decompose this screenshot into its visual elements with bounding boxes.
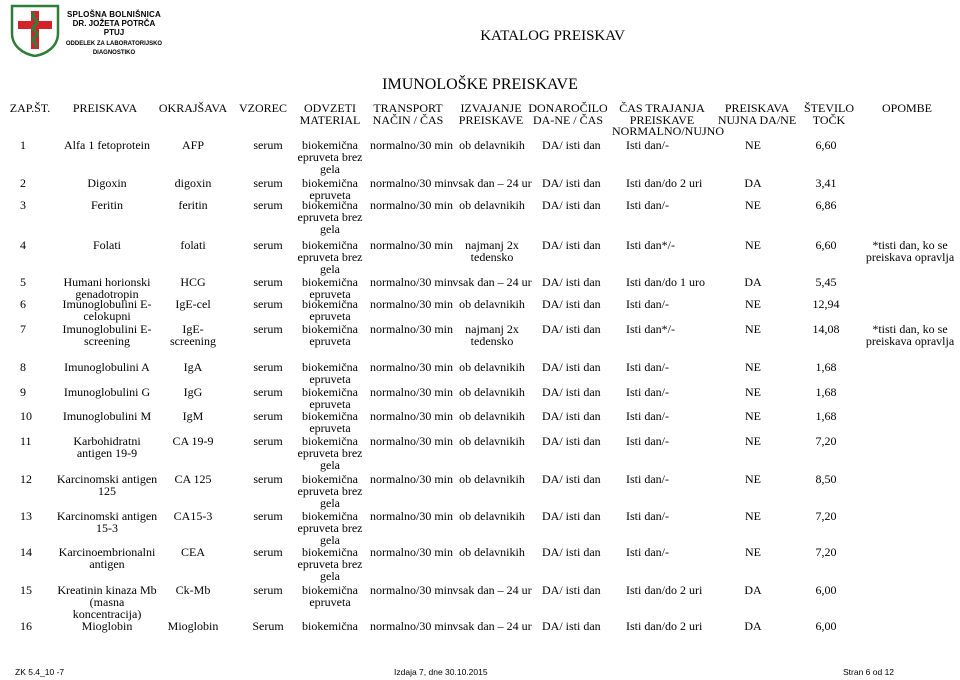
abbreviation: IgE- screening: [170, 322, 216, 348]
exam-name: Mioglobin: [81, 619, 133, 633]
abbreviation: CA15-3: [173, 509, 213, 523]
material: biokemična epruveta: [302, 297, 358, 323]
points: 1,68: [815, 409, 837, 423]
sample-type: serum: [253, 434, 283, 448]
additional-order: DA/ isti dan: [542, 176, 601, 190]
abbreviation: folati: [180, 238, 206, 252]
urgent: NE: [745, 297, 761, 311]
exam-name: Folati: [92, 238, 121, 252]
exam-name: Karcinomski antigen 15-3: [56, 509, 158, 535]
abbreviation: digoxin: [174, 176, 212, 190]
additional-order: DA/ isti dan: [542, 472, 601, 486]
exam-name: Imunoglobulini E-celokupni: [62, 297, 152, 323]
col-header-okrajsava: OKRAJŠAVA: [158, 101, 228, 115]
col-header-vzorec: VZOREC: [239, 101, 287, 115]
exam-name: Alfa 1 fetoprotein: [64, 138, 150, 152]
performed: ob delavnikih: [459, 297, 525, 311]
sample-type: serum: [253, 409, 283, 423]
points: 1,68: [815, 360, 837, 374]
abbreviation: CA 19-9: [172, 434, 214, 448]
col-header-stevilo: ŠTEVILO TOČK: [804, 101, 854, 127]
row-number: 11: [20, 434, 32, 448]
material: biokemična epruveta brez gela: [297, 198, 363, 236]
sample-type: serum: [253, 583, 283, 597]
duration: Isti dan*/-: [626, 322, 675, 336]
sample-type: serum: [253, 176, 283, 190]
urgent: NE: [745, 198, 761, 212]
urgent: NE: [745, 472, 761, 486]
transport: normalno/30 min: [370, 176, 453, 190]
abbreviation: CA 125: [174, 472, 212, 486]
urgent: NE: [745, 434, 761, 448]
exam-name: Imunoglobulini M: [62, 409, 152, 423]
sample-type: Serum: [252, 619, 284, 633]
points: 6,86: [815, 198, 837, 212]
row-number: 15: [20, 583, 32, 597]
hospital-line-3: ODDELEK ZA LABORATORIJSKO: [65, 41, 163, 47]
sample-type: serum: [253, 238, 283, 252]
issue-date: Izdaja 7, dne 30.10.2015: [394, 667, 488, 677]
additional-order: DA/ isti dan: [542, 138, 601, 152]
row-number: 1: [20, 138, 26, 152]
material: biokemična epruveta brez gela: [297, 434, 363, 472]
hospital-line-2: DR. JOŽETA POTRČA PTUJ: [72, 19, 156, 37]
points: 14,08: [812, 322, 840, 336]
points: 3,41: [815, 176, 837, 190]
duration: Isti dan/-: [626, 385, 669, 399]
performed: ob delavnikih: [459, 545, 525, 559]
exam-name: Karbohidratni antigen 19-9: [73, 434, 141, 460]
sample-type: serum: [253, 297, 283, 311]
performed: ob delavnikih: [459, 198, 525, 212]
transport: normalno/30 min: [370, 545, 453, 559]
material: biokemična epruveta: [302, 176, 358, 202]
row-number: 5: [20, 275, 26, 289]
urgent: NE: [745, 409, 761, 423]
row-number: 12: [20, 472, 32, 486]
points: 6,60: [815, 238, 837, 252]
hospital-name: [64, 10, 164, 58]
sample-type: serum: [253, 545, 283, 559]
section-title: IMUNOLOŠKE PREISKAVE: [382, 76, 578, 93]
performed: ob delavnikih: [459, 360, 525, 374]
col-header-nujna: PREISKAVA NUJNA DA/NE: [717, 101, 797, 127]
abbreviation: HCG: [180, 275, 206, 289]
sample-type: serum: [253, 275, 283, 289]
col-header-opombe: OPOMBE: [881, 101, 932, 115]
material: biokemična epruveta brez gela: [297, 509, 363, 547]
duration: Isti dan/-: [626, 434, 669, 448]
duration: Isti dan/do 2 uri: [626, 619, 703, 633]
additional-order: DA/ isti dan: [542, 385, 601, 399]
sample-type: serum: [253, 322, 283, 336]
performed: ob delavnikih: [459, 472, 525, 486]
duration: Isti dan/-: [626, 409, 669, 423]
additional-order: DA/ isti dan: [542, 409, 601, 423]
sample-type: serum: [253, 472, 283, 486]
row-number: 9: [20, 385, 26, 399]
col-header-zap: ZAP.ŠT.: [9, 101, 51, 115]
points: 1,68: [815, 385, 837, 399]
transport: normalno/30 min: [370, 619, 453, 633]
doc-code: ZK 5.4_10 -7: [15, 667, 65, 677]
abbreviation: AFP: [181, 138, 204, 152]
sample-type: serum: [253, 360, 283, 374]
exam-name: Kreatinin kinaza Mb (masna koncentracija): [57, 583, 157, 621]
points: 6,00: [815, 619, 837, 633]
additional-order: DA/ isti dan: [542, 619, 601, 633]
points: 5,45: [815, 275, 837, 289]
col-header-preiskava: PREISKAVA: [72, 101, 138, 115]
urgent: NE: [745, 322, 761, 336]
performed: vsak dan – 24 ur: [452, 583, 532, 597]
transport: normalno/30 min: [370, 297, 453, 311]
abbreviation: IgM: [182, 409, 204, 423]
col-header-transport: TRANSPORT NAČIN / ČAS: [372, 101, 444, 127]
transport: normalno/30 min: [370, 275, 453, 289]
urgent: NE: [745, 360, 761, 374]
transport: normalno/30 min: [370, 360, 453, 374]
hospital-line-1: SPLOŠNA BOLNIŠNICA: [67, 10, 161, 19]
material: biokemična epruveta: [302, 385, 358, 411]
transport: normalno/30 min: [370, 198, 453, 212]
urgent: NE: [745, 385, 761, 399]
urgent: NE: [745, 509, 761, 523]
col-header-donarocilo: DONAROČILO DA-NE / ČAS: [528, 101, 608, 127]
col-header-izvajanje: IZVAJANJE PREISKAVE: [458, 101, 524, 127]
catalog-title: KATALOG PREISKAV: [480, 28, 625, 44]
urgent: DA: [744, 176, 762, 190]
transport: normalno/30 min: [370, 409, 453, 423]
material: biokemična epruveta: [302, 322, 358, 348]
material: biokemična epruveta: [302, 583, 358, 609]
transport: normalno/30 min: [370, 509, 453, 523]
col-header-cas-trajanja: ČAS TRAJANJA PREISKAVE NORMALNO/NUJNO: [612, 101, 725, 138]
additional-order: DA/ isti dan: [542, 297, 601, 311]
sample-type: serum: [253, 138, 283, 152]
row-number: 10: [20, 409, 32, 423]
performed: vsak dan – 24 ur: [452, 275, 532, 289]
row-number: 3: [20, 198, 26, 212]
points: 7,20: [815, 545, 837, 559]
exam-name: Karcinoembrionalni antigen: [58, 545, 156, 571]
page-number: Stran 6 od 12: [843, 667, 895, 677]
transport: normalno/30 min: [370, 238, 453, 252]
duration: Isti dan/do 2 uri: [626, 176, 703, 190]
material: biokemična epruveta: [302, 409, 358, 435]
urgent: NE: [745, 238, 761, 252]
material: biokemična epruveta brez gela: [297, 472, 363, 510]
abbreviation: IgA: [183, 360, 203, 374]
hospital-cross-logo-icon: [8, 3, 62, 57]
sample-type: serum: [253, 385, 283, 399]
material: biokemična: [302, 619, 358, 633]
col-header-odvzeti: ODVZETI MATERIAL: [299, 101, 361, 127]
abbreviation: CEA: [181, 545, 205, 559]
performed: ob delavnikih: [459, 409, 525, 423]
urgent: DA: [744, 275, 762, 289]
abbreviation: Ck-Mb: [175, 583, 211, 597]
transport: normalno/30 min: [370, 434, 453, 448]
row-number: 8: [20, 360, 26, 374]
additional-order: DA/ isti dan: [542, 198, 601, 212]
urgent: DA: [744, 583, 762, 597]
additional-order: DA/ isti dan: [542, 545, 601, 559]
additional-order: DA/ isti dan: [542, 583, 601, 597]
abbreviation: feritin: [178, 198, 208, 212]
performed: najmanj 2x tedensko: [465, 322, 519, 348]
duration: Isti dan/do 2 uri: [626, 583, 703, 597]
row-number: 7: [20, 322, 26, 336]
points: 8,50: [815, 472, 837, 486]
urgent: DA: [744, 619, 762, 633]
additional-order: DA/ isti dan: [542, 238, 601, 252]
points: 6,60: [815, 138, 837, 152]
row-number: 13: [20, 509, 32, 523]
additional-order: DA/ isti dan: [542, 434, 601, 448]
duration: Isti dan/do 1 uro: [626, 275, 705, 289]
duration: Isti dan/-: [626, 545, 669, 559]
exam-name: Imunoglobulini E-screening: [62, 322, 152, 348]
sample-type: serum: [253, 509, 283, 523]
abbreviation: IgE-cel: [175, 297, 211, 311]
performed: ob delavnikih: [459, 434, 525, 448]
row-number: 14: [20, 545, 32, 559]
exam-name: Imunoglobulini A: [64, 360, 150, 374]
transport: normalno/30 min: [370, 385, 453, 399]
transport: normalno/30 min: [370, 138, 453, 152]
note: *tisti dan, ko se preiskava opravlja: [865, 322, 955, 348]
duration: Isti dan/-: [626, 509, 669, 523]
performed: ob delavnikih: [459, 509, 525, 523]
points: 7,20: [815, 434, 837, 448]
material: biokemična epruveta: [302, 275, 358, 301]
duration: Isti dan*/-: [626, 238, 675, 252]
points: 7,20: [815, 509, 837, 523]
additional-order: DA/ isti dan: [542, 322, 601, 336]
points: 12,94: [812, 297, 840, 311]
performed: ob delavnikih: [459, 385, 525, 399]
material: biokemična epruveta: [302, 360, 358, 386]
material: biokemična epruveta brez gela: [297, 238, 363, 276]
performed: najmanj 2x tedensko: [465, 238, 519, 264]
row-number: 2: [20, 176, 26, 190]
duration: Isti dan/-: [626, 360, 669, 374]
hospital-line-4: DIAGNOSTIKO: [92, 50, 136, 56]
exam-name: Digoxin: [87, 176, 127, 190]
transport: normalno/30 min: [370, 322, 453, 336]
exam-name: Imunoglobulini G: [63, 385, 151, 399]
exam-name: Humani horionski genadotropin: [63, 275, 151, 301]
duration: Isti dan/-: [626, 472, 669, 486]
exam-name: Karcinomski antigen 125: [56, 472, 158, 498]
performed: vsak dan – 24 ur: [452, 619, 532, 633]
row-number: 16: [20, 619, 32, 633]
exam-name: Feritin: [91, 198, 123, 212]
duration: Isti dan/-: [626, 138, 669, 152]
material: biokemična epruveta brez gela: [297, 545, 363, 583]
performed: vsak dan – 24 ur: [452, 176, 532, 190]
row-number: 6: [20, 297, 26, 311]
performed: ob delavnikih: [459, 138, 525, 152]
sample-type: serum: [253, 198, 283, 212]
urgent: NE: [745, 545, 761, 559]
transport: normalno/30 min: [370, 472, 453, 486]
additional-order: DA/ isti dan: [542, 509, 601, 523]
additional-order: DA/ isti dan: [542, 360, 601, 374]
urgent: NE: [745, 138, 761, 152]
material: biokemična epruveta brez gela: [297, 138, 363, 176]
points: 6,00: [815, 583, 837, 597]
duration: Isti dan/-: [626, 297, 669, 311]
duration: Isti dan/-: [626, 198, 669, 212]
abbreviation: IgG: [183, 385, 203, 399]
row-number: 4: [20, 238, 26, 252]
abbreviation: Mioglobin: [167, 619, 219, 633]
transport: normalno/30 min: [370, 583, 453, 597]
additional-order: DA/ isti dan: [542, 275, 601, 289]
note: *tisti dan, ko se preiskava opravlja: [865, 238, 955, 264]
